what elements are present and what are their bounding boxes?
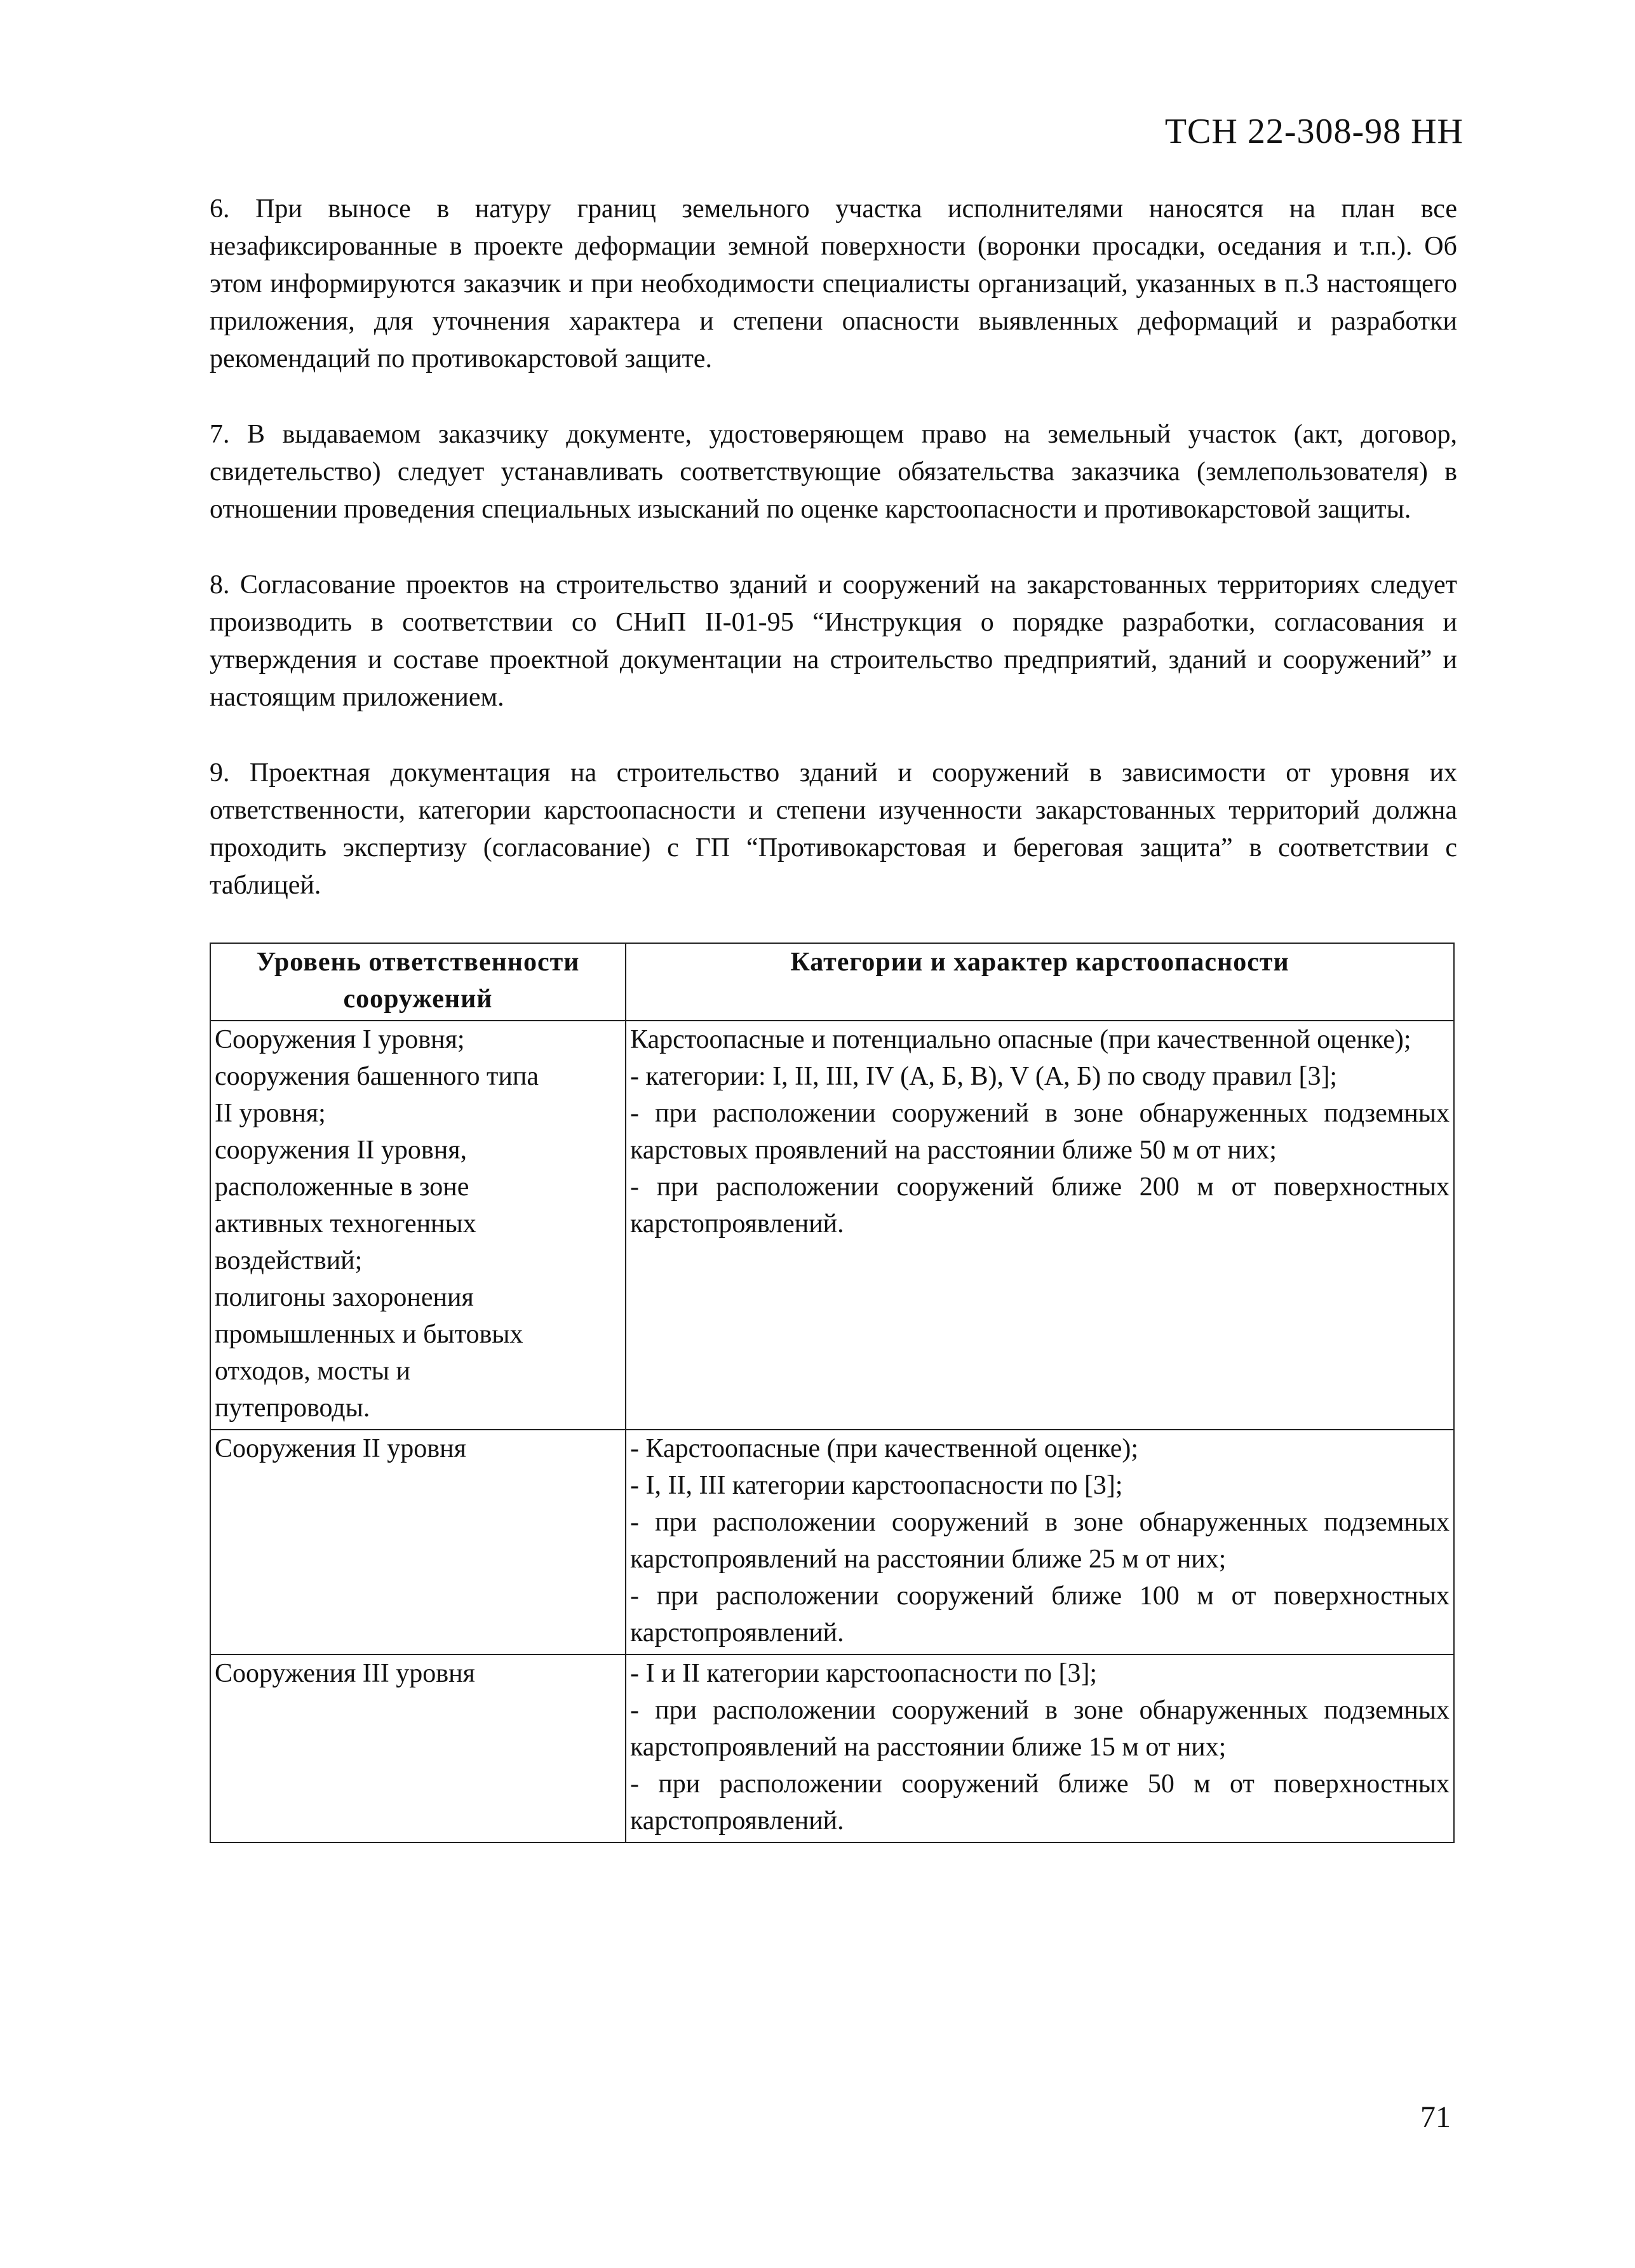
category-item: - при расположении сооружений в зоне обнаруженных подземных карстопроявлений на расстоянии ближе 15 м от них; [630,1696,1450,1762]
level-line: сооружения башенного типа [215,1062,539,1091]
level-cell [210,1021,626,1430]
category-item: Карстоопасные и потенциально опасные (при качественной оценке); [630,1025,1411,1054]
category-item: - при расположении сооружений в зоне обнаруженных подземных карстопроявлений на расстоянии ближе 25 м от них; [630,1508,1450,1574]
level-line: путепроводы. [215,1393,370,1423]
header-responsibility-level: Уровень ответственности сооружений [210,943,626,1021]
paragraph-6: 6. При выносе в натуру границ земельного участка исполнителями наносятся на план все незафиксированные в проекте деформации земной поверхности (воронки просадки, оседания и т.п.). Об этом информируются заказчик и при необходимости специалисты организаций, указанных в п.3 настоящего приложения, для уточнения характера и степени опасности выявленных деформаций и разработки рекомендаций по противокарстовой защите. [210,194,1457,373]
category-item: - при расположении сооружений в зоне обнаруженных подземных карстовых проявлений на расстоянии ближе 50 м от них; [630,1099,1450,1165]
table-row [210,1654,1454,1842]
document-body [210,191,1457,1843]
level-line: воздействий; [215,1246,363,1275]
table-row [210,1430,1454,1654]
level-cell [210,1430,626,1654]
paragraph-9: 9. Проектная документация на строительство зданий и сооружений в зависимости от уровня их ответственности, категории карстоопасности и степени изученности закарстованных территорий должна проходить экспертизу (согласование) с ГП “Противокарстовая и береговая защита” в соответствии с таблицей. [210,758,1457,900]
category-item: - категории: I, II, III, IV (А, Б, В), V (А, Б) по своду правил [3]; [630,1062,1338,1091]
category-cell [626,1654,1454,1842]
level-line: промышленных и бытовых [215,1320,523,1349]
category-item: - I и II категории карстоопасности по [3]; [630,1659,1098,1688]
level-line: отходов, мосты и [215,1357,411,1386]
paragraph-8: 8. Согласование проектов на строительство зданий и сооружений на закарстованных территориях следует производить в соответствии со СНиП II-01-95 “Инструкция о порядке разработки, согласования и утверждения и составе проектной документации на строительство предприятий, зданий и сооружений” и настоящим приложением. [210,570,1457,712]
level-line: Сооружения III уровня [215,1659,475,1688]
level-line: II уровня; [215,1099,326,1128]
level-line: активных техногенных [215,1209,476,1238]
level-cell [210,1654,626,1842]
paragraph-7: 7. В выдаваемом заказчику документе, удостоверяющем право на земельный участок (акт, договор, свидетельство) следует устанавливать соответствующие обязательства заказчика (землепользователя) в отношении проведения специальных изысканий по оценке карстоопасности и противокарстовой защиты. [210,420,1457,524]
category-cell [626,1430,1454,1654]
table-row [210,1021,1454,1430]
category-item: - при расположении сооружений ближе 50 м от поверхностных карстопроявлений. [630,1769,1450,1835]
header-karst-category: Категории и характер карстоопасности [626,943,1454,1021]
karst-danger-table [210,943,1455,1843]
level-line: полигоны захоронения [215,1283,474,1312]
level-line: сооружения II уровня, [215,1136,468,1165]
category-item: - Карстоопасные (при качественной оценке); [630,1434,1139,1463]
level-line: Сооружения II уровня [215,1434,466,1463]
category-item: - при расположении сооружений ближе 200 м от поверхностных карстопроявлений. [630,1172,1450,1238]
category-item: - I, II, III категории карстоопасности по [3]; [630,1471,1123,1500]
document-code-header: ТСН 22-308-98 НН [1164,112,1463,151]
table-header-row [210,943,1454,1021]
page-number: 71 [1420,2100,1451,2134]
category-cell [626,1021,1454,1430]
level-line: Сооружения I уровня; [215,1025,465,1054]
category-item: - при расположении сооружений ближе 100 м от поверхностных карстопроявлений. [630,1581,1450,1647]
level-line: расположенные в зоне [215,1172,469,1202]
